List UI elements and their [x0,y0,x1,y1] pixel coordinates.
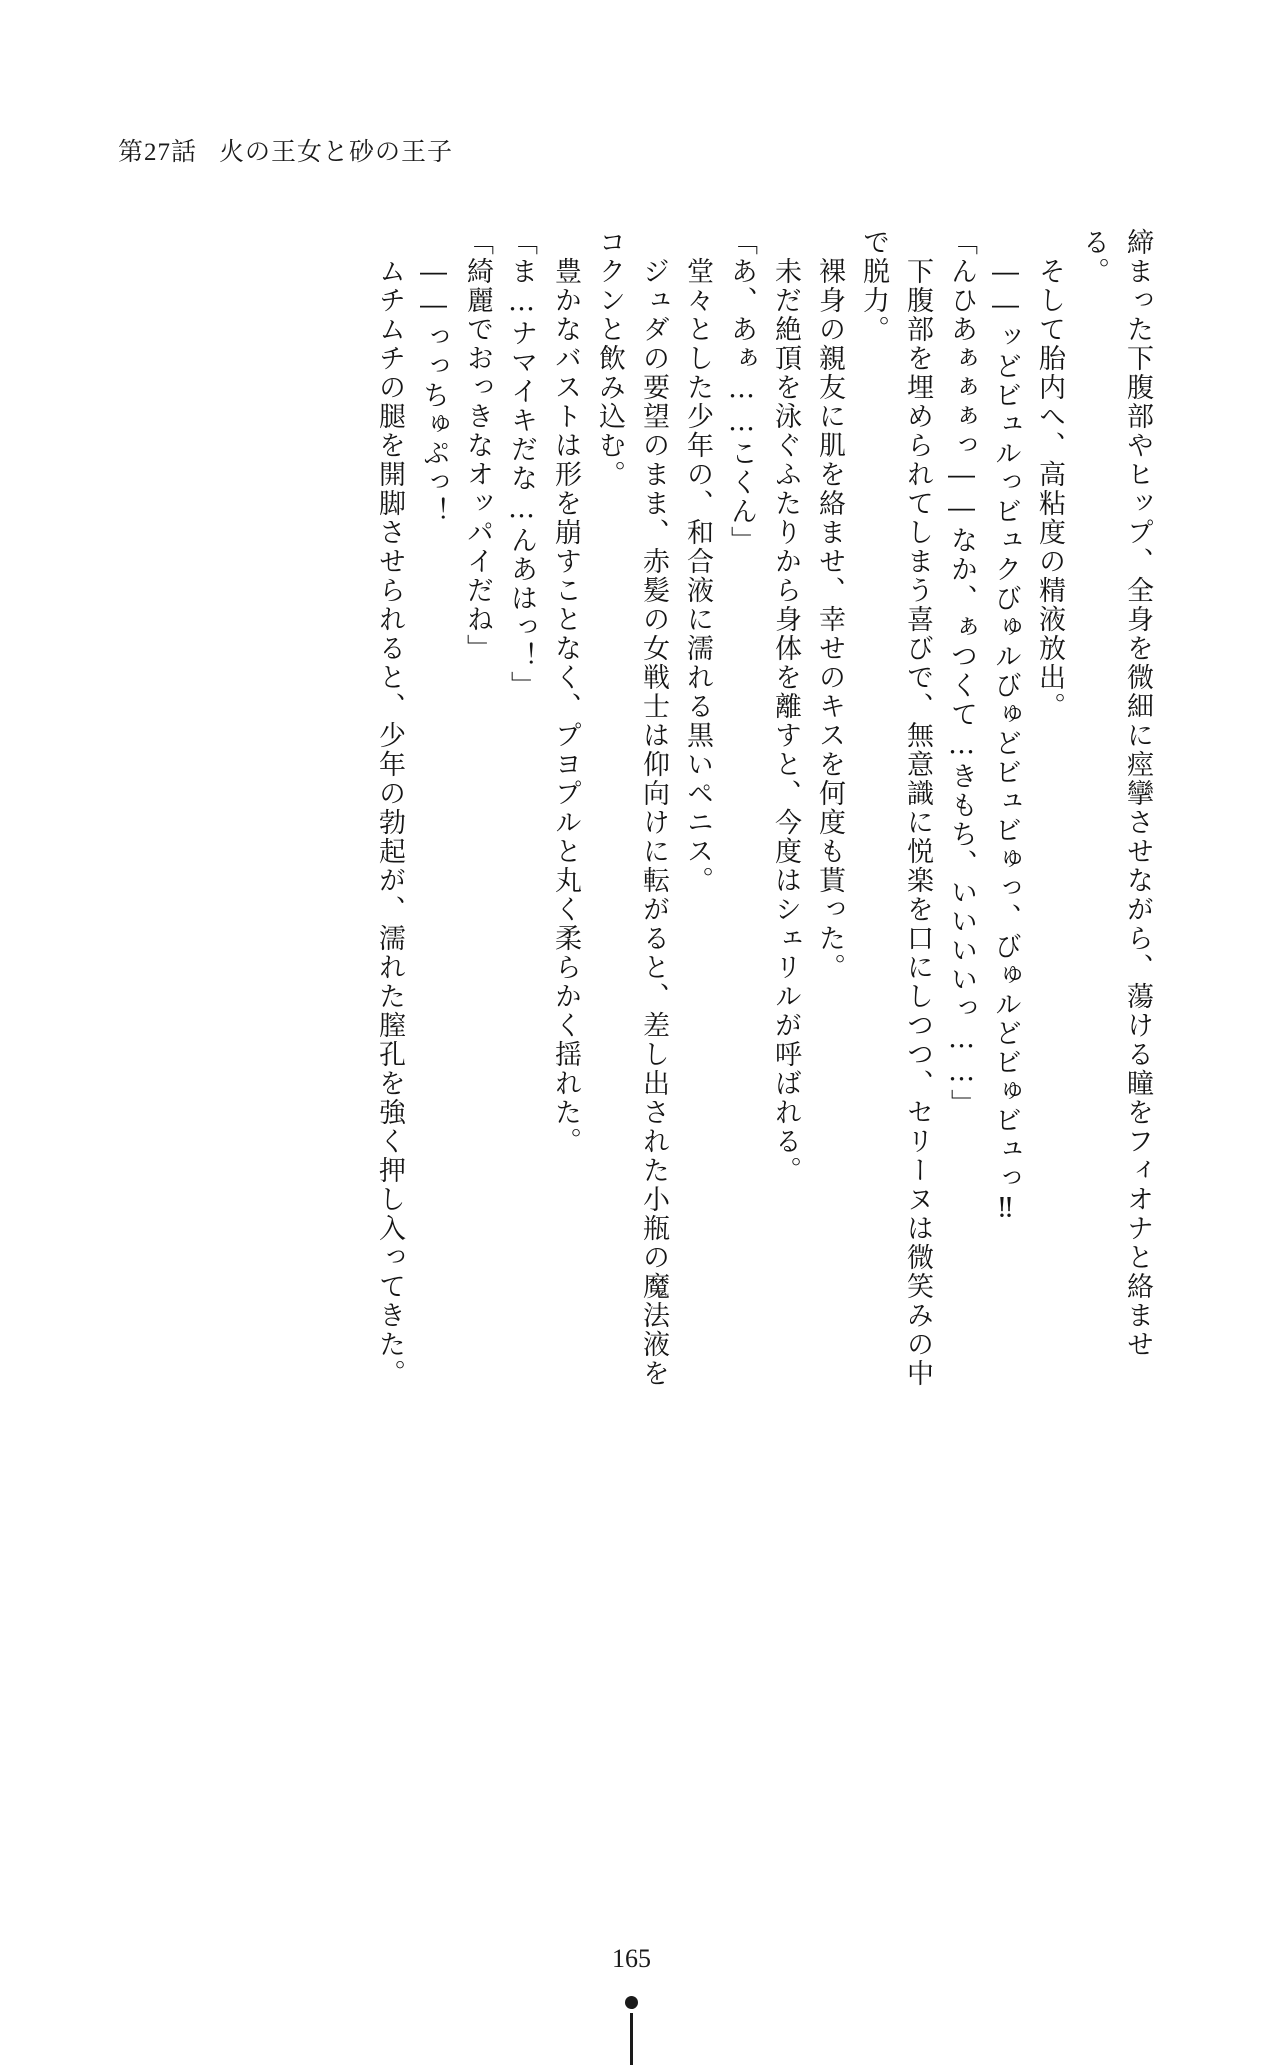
text-column: 豊かなバストは形を崩すことなく、プヨプルと丸く柔らかく揺れた。 [550,228,581,1156]
text-column: 未だ絶頂を泳ぐふたりから身体を離すと、今度はシェリルが呼ばれる。 [770,228,801,1185]
text-column: 「あ、あぁ……こくん」 [726,228,757,555]
text-column: で脱力。 [858,228,889,344]
text-column: 「綺麗でおっきなオッパイだね」 [462,228,493,663]
chapter-title: 火の王女と砂の王子 [219,139,454,166]
text-column: 下腹部を埋められてしまう喜びで、無意識に悦楽を口にしつつ、セリーヌは微笑みの中 [902,228,933,1388]
bottom-decoration-mark [622,1996,642,2066]
text-column: ――ッどビュルっビュクびゅルびゅどビュビゅっ、びゅルどビゅビュっ‼ [990,228,1021,1226]
text-column: ――っっちゅぷっ！ [418,228,449,526]
text-column: ジュダの要望のまま、赤髪の女戦士は仰向けに転がると、差し出された小瓶の魔法液を [638,228,669,1388]
page-number: 165 [612,1944,651,1973]
text-column: ムチムチの腿を開脚させられると、少年の勃起が、濡れた膣孔を強く押し入ってきた。 [374,228,405,1388]
text-column: 裸身の親友に肌を絡ませ、幸せのキスを何度も貰った。 [814,228,845,982]
text-column: 「ま…ナマイキだな…んあはっ！」 [506,228,537,700]
chapter-number: 第27話 [118,139,198,166]
dot-icon [625,1996,638,2009]
chapter-running-header [118,132,453,168]
text-column: そして胎内へ、高粘度の精液放出。 [1034,228,1065,721]
text-column: 「んひあぁぁぁっ――なか、ぁつくて…きもち、いいいいっ……」 [946,228,977,1118]
text-column: 締まった下腹部やヒップ、全身を微細に痙攣させながら、蕩ける瞳をフィオナと絡ませ [1122,228,1153,1359]
text-column: る。 [1078,228,1109,286]
text-column: コクンと飲み込む。 [594,228,625,489]
text-column: 堂々とした少年の、和合液に濡れる黒いペニス。 [682,228,713,895]
body-text-block [281,228,1153,1388]
vertical-rule-icon [630,2013,633,2065]
